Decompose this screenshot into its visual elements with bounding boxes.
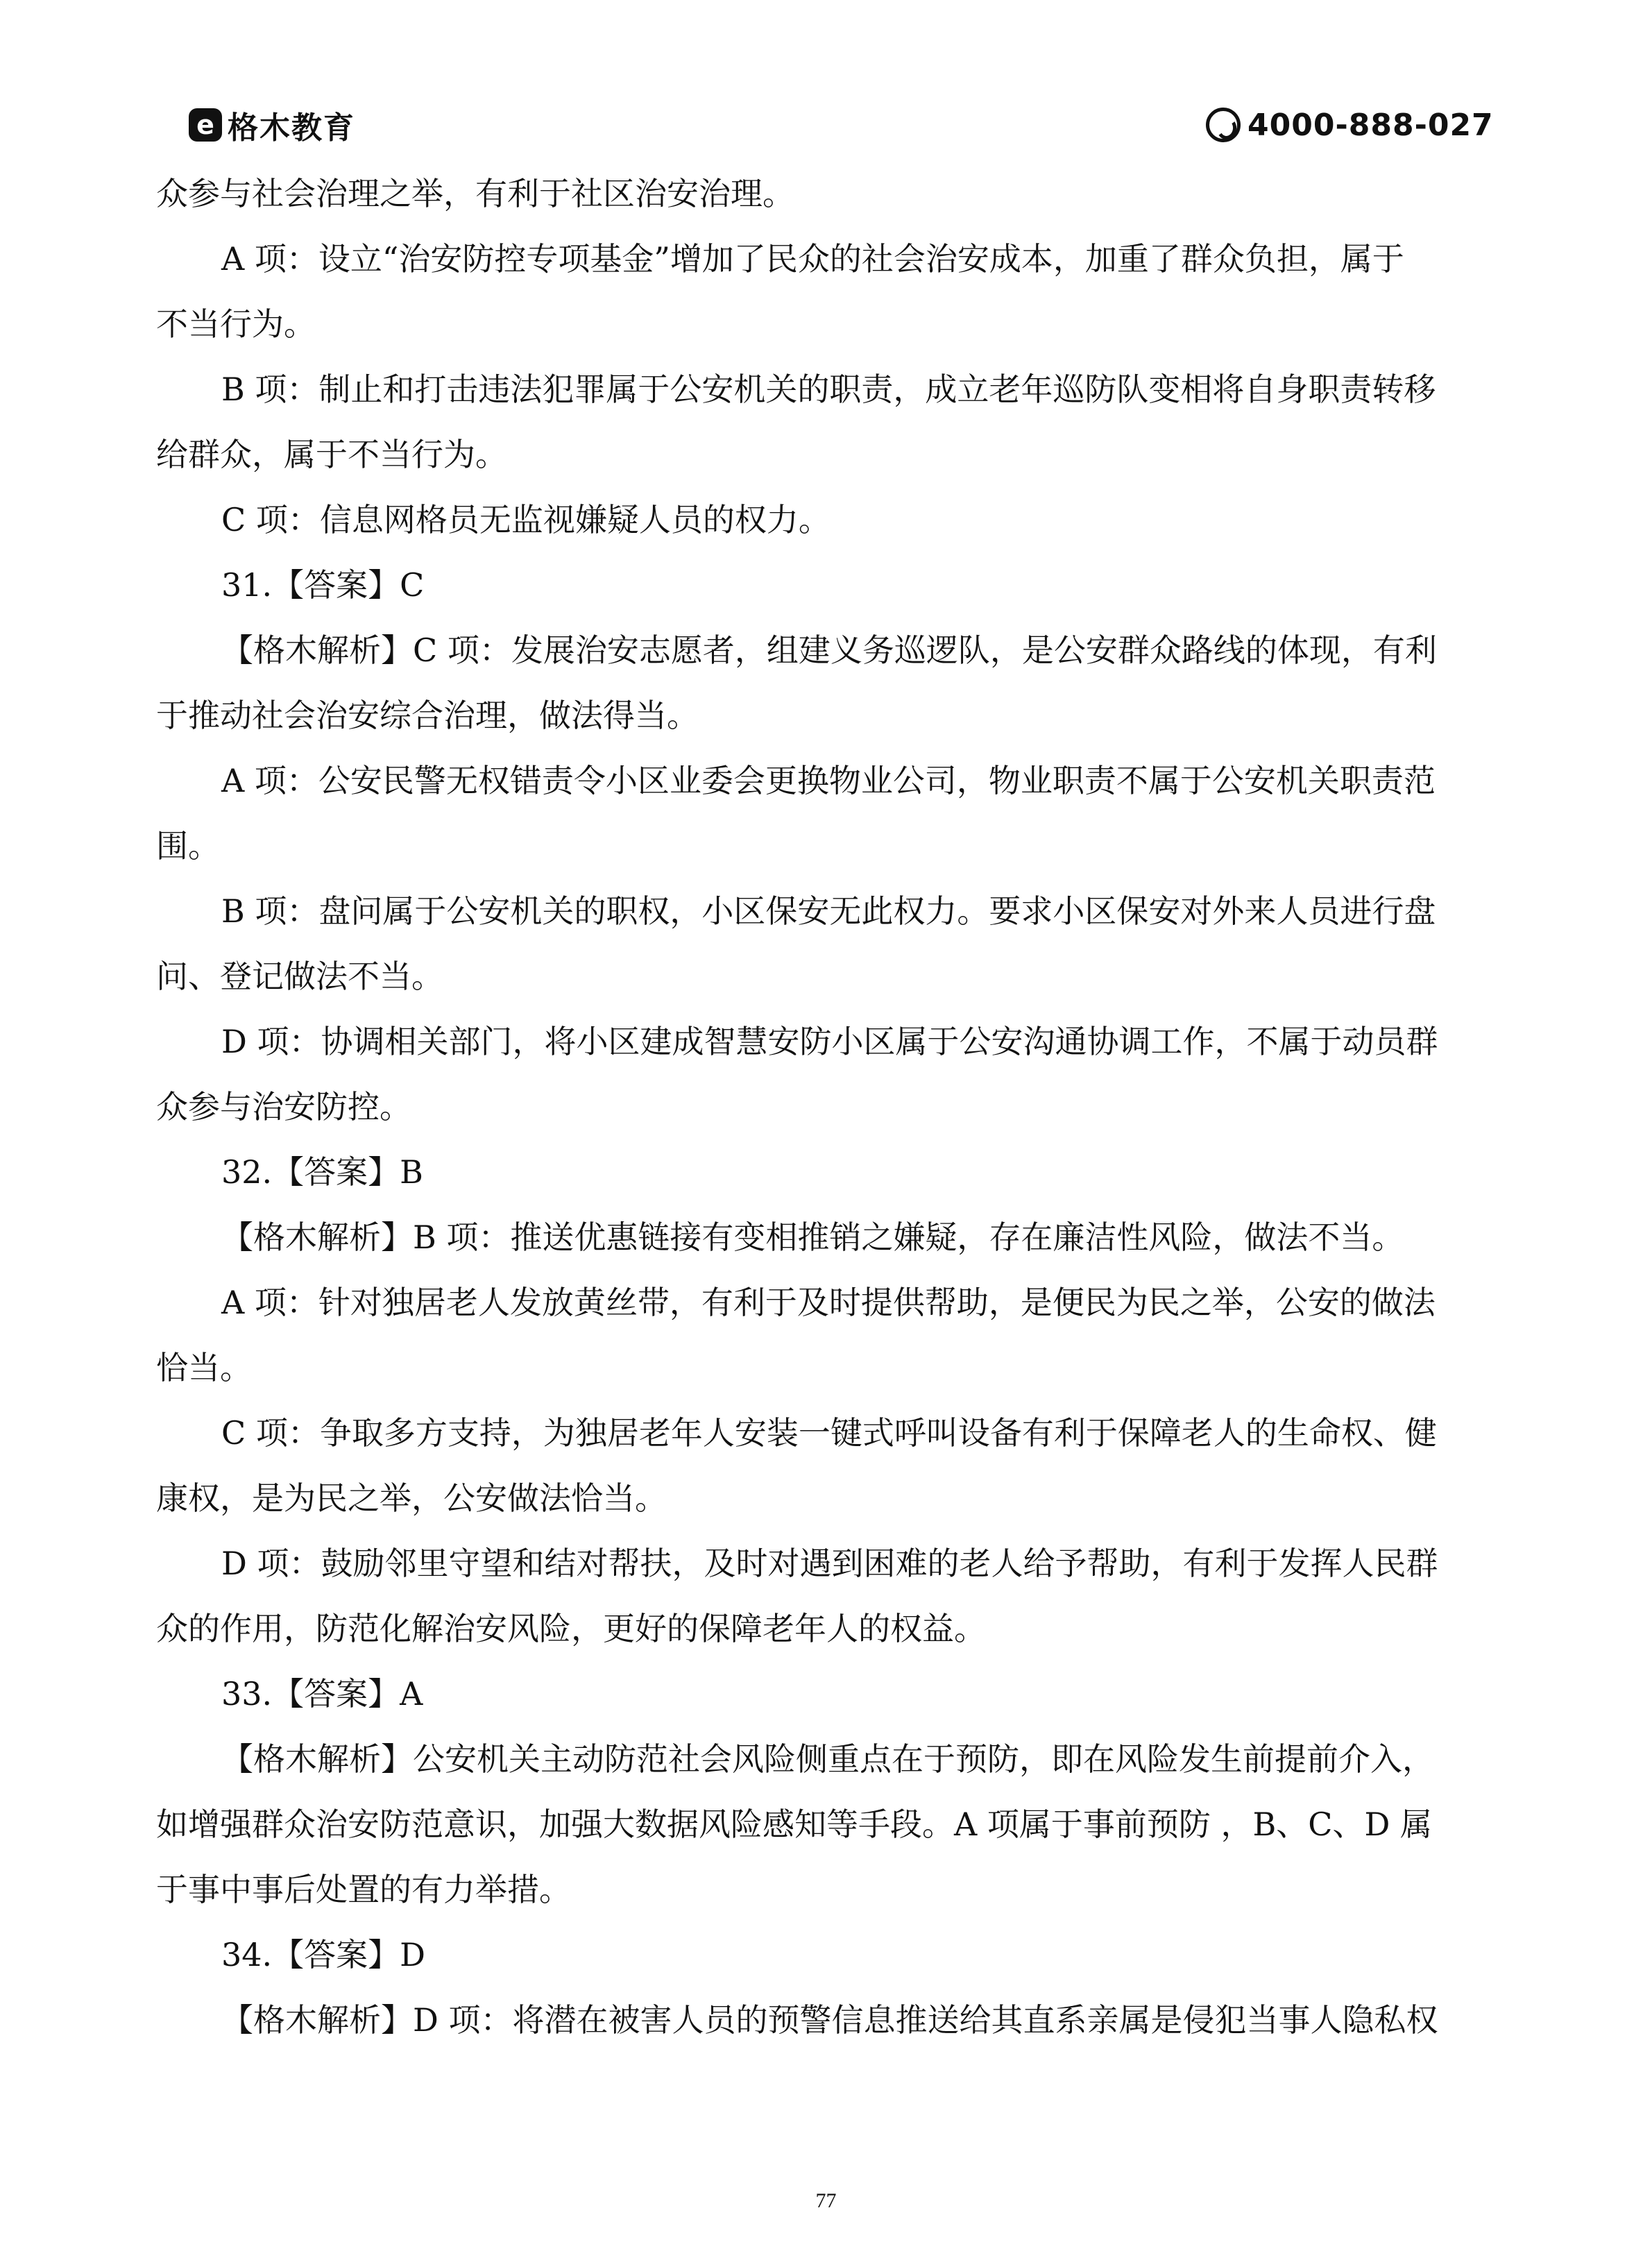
text-line: C 项：争取多方支持，为独居老年人安装一键式呼叫设备有利于保障老人的生命权、健 (221, 1414, 1437, 1452)
text-line: 给群众，属于不当行为。 (156, 436, 507, 473)
text-line: 众参与治安防控。 (156, 1088, 411, 1126)
text-line: D 项：鼓励邻里守望和结对帮扶，及时对遇到困难的老人给予帮助，有利于发挥人民群 (221, 1545, 1438, 1582)
text-line: 33.【答案】A (221, 1675, 423, 1713)
text-line: A 项：针对独居老人发放黄丝带，有利于及时提供帮助，是便民为民之举，公安的做法 (221, 1284, 1436, 1321)
text-line: 问、登记做法不当。 (156, 958, 443, 995)
text-line: 34.【答案】D (221, 1936, 426, 1973)
page-number: 77 (815, 2189, 837, 2212)
text-line: 围。 (156, 827, 220, 865)
brand-logo-icon: e (189, 108, 222, 142)
text-line: 【格木解析】公安机关主动防范社会风险侧重点在于预防，即在风险发生前提前介入， (221, 1740, 1434, 1778)
text-line: C 项：信息网格员无监视嫌疑人员的权力。 (221, 501, 831, 538)
text-line: 【格木解析】D 项：将潜在被害人员的预警信息推送给其直系亲属是侵犯当事人隐私权 (221, 2001, 1438, 2039)
text-line: 不当行为。 (156, 305, 316, 343)
text-line: 【格木解析】B 项：推送优惠链接有变相推销之嫌疑，存在廉洁性风险，做法不当。 (221, 1218, 1404, 1256)
text-line: 于推动社会治安综合治理，做法得当。 (156, 697, 699, 734)
text-line: D 项：协调相关部门，将小区建成智慧安防小区属于公安沟通协调工作，不属于动员群 (221, 1023, 1438, 1060)
text-line: 如增强群众治安防范意识，加强大数据风险感知等手段。A 项属于事前预防 ，B、C、D 属 (156, 1806, 1432, 1843)
text-line: 恰当。 (156, 1349, 252, 1386)
phone-icon (1206, 108, 1241, 142)
text-line: A 项：公安民警无权错责令小区业委会更换物业公司，物业职责不属于公安机关职责范 (221, 762, 1436, 799)
brand (189, 105, 355, 144)
text-line: 31.【答案】C (221, 566, 425, 604)
document-body (156, 161, 1502, 2053)
text-line: 【格木解析】C 项：发展治安志愿者，组建义务巡逻队，是公安群众路线的体现，有利 (221, 631, 1437, 669)
text-line: A 项：设立“治安防控专项基金”增加了民众的社会治安成本，加重了群众负担，属于 (221, 240, 1404, 278)
text-line: B 项：盘问属于公安机关的职权，小区保安无此权力。要求小区保安对外来人员进行盘 (221, 892, 1436, 930)
hotline (1206, 104, 1494, 146)
text-line: B 项：制止和打击违法犯罪属于公安机关的职责，成立老年巡防队变相将自身职责转移 (221, 371, 1436, 408)
brand-name: 格木教育 (228, 110, 355, 146)
text-line: 众的作用，防范化解治安风险，更好的保障老年人的权益。 (156, 1610, 986, 1647)
text-line: 康权，是为民之举，公安做法恰当。 (156, 1479, 667, 1517)
text-line: 于事中事后处置的有力举措。 (156, 1871, 571, 1908)
hotline-number: 4000-888-027 (1247, 107, 1494, 143)
page-header (0, 0, 1652, 167)
text-line: 众参与社会治理之举，有利于社区治安治理。 (156, 175, 794, 212)
text-line: 32.【答案】B (221, 1153, 423, 1191)
